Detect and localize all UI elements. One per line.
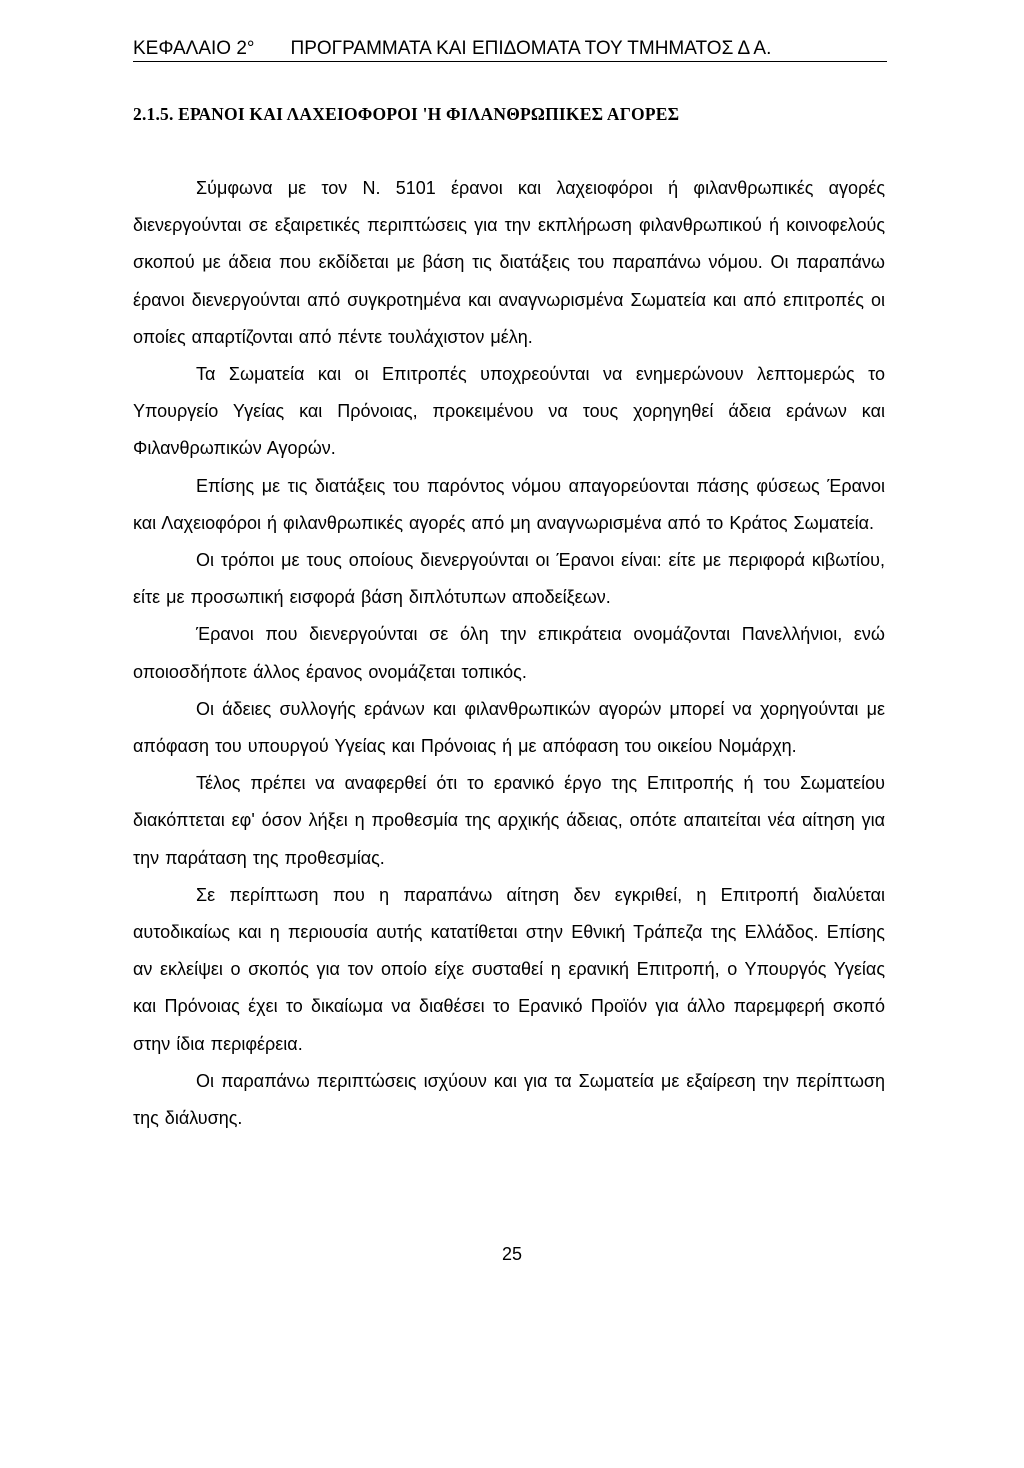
paragraph: Σύμφωνα με τον Ν. 5101 έρανοι και λαχειοφόροι ή φιλανθρωπικές αγορές διενεργούνται σε εξαιρετικές περιπτώσεις για την εκπλήρωση φιλανθρωπικού ή κοινοφελούς σκοπού με άδεια που εκδίδεται με βάση τις διατάξεις του παραπάνω νόμου. Οι παραπάνω έρανοι διενεργούνται από συγκροτημένα και αναγνωρισμένα Σωματεία και από επιτροπές οι οποίες απαρτίζονται από πέντε τουλάχιστον μέλη. [133,178,885,347]
page-number: 25 [501,1244,523,1264]
chapter-title: ΠΡΟΓΡΑΜΜΑΤΑ ΚΑΙ ΕΠΙΔΟΜΑΤΑ ΤΟΥ ΤΜΗΜΑΤΟΣ Δ Α. [290,38,772,59]
paragraph: Οι παραπάνω περιπτώσεις ισχύουν και για τα Σωματεία με εξαίρεση την περίπτωση της διάλυσης. [133,1070,885,1129]
section-heading: 2.1.5. ΕΡΑΝΟΙ ΚΑΙ ΛΑΧΕΙΟΦΟΡΟΙ 'Η ΦΙΛΑΝΘΡΩΠΙΚΕΣ ΑΓΟΡΕΣ [133,104,680,124]
running-header [133,38,887,62]
paragraph: Οι τρόποι με τους οποίους διενεργούνται οι Έρανοι είναι: είτε με περιφορά κιβωτίου, είτε με προσωπική εισφορά βάση διπλότυπων αποδείξεων. [133,550,885,608]
body-text [133,170,885,1137]
paragraph: Τα Σωματεία και οι Επιτροπές υποχρεούνται να ενημερώνουν λεπτομερώς το Υπουργείο Υγείας και Πρόνοιας, προκειμένου να τους χορηγηθεί άδεια εράνων και Φιλανθρωπικών Αγορών. [133,364,885,459]
chapter-label: ΚΕΦΑΛΑΙΟ 2° [133,38,255,59]
paragraph: Έρανοι που διενεργούνται σε όλη την επικράτεια ονομάζονται Πανελλήνιοι, ενώ οποιοσδήποτε άλλος έρανος ονομάζεται τοπικός. [133,624,885,682]
paragraph: Τέλος πρέπει να αναφερθεί ότι το ερανικό έργο της Επιτροπής ή του Σωματείου διακόπτεται εφ' όσον λήξει η προθεσμία της αρχικής άδειας, οπότε απαιτείται νέα αίτηση για την παράταση της προθεσμίας. [133,773,885,868]
paragraph: Σε περίπτωση που η παραπάνω αίτηση δεν εγκριθεί, η Επιτροπή διαλύεται αυτοδικαίως και η περιουσία αυτής κατατίθεται στην Εθνική Τράπεζα της Ελλάδος. Επίσης αν εκλείψει ο σκοπός για τον οποίο είχε συσταθεί η ερανική Επιτροπή, ο Υπουργός Υγείας και Πρόνοιας έχει το δικαίωμα να διαθέσει το Ερανικό Προϊόν για άλλο παρεμφερή σκοπό στην ίδια περιφέρεια. [133,884,885,1054]
paragraph: Οι άδειες συλλογής εράνων και φιλανθρωπικών αγορών μπορεί να χορηγούνται με απόφαση του υπουργού Υγείας και Πρόνοιας ή με απόφαση του οικείου Νομάρχη. [133,698,885,757]
paragraph: Επίσης με τις διατάξεις του παρόντος νόμου απαγορεύονται πάσης φύσεως Έρανοι και Λαχειοφόροι ή φιλανθρωπικές αγορές από μη αναγνωρισμένα από το Κράτος Σωματεία. [133,475,885,533]
